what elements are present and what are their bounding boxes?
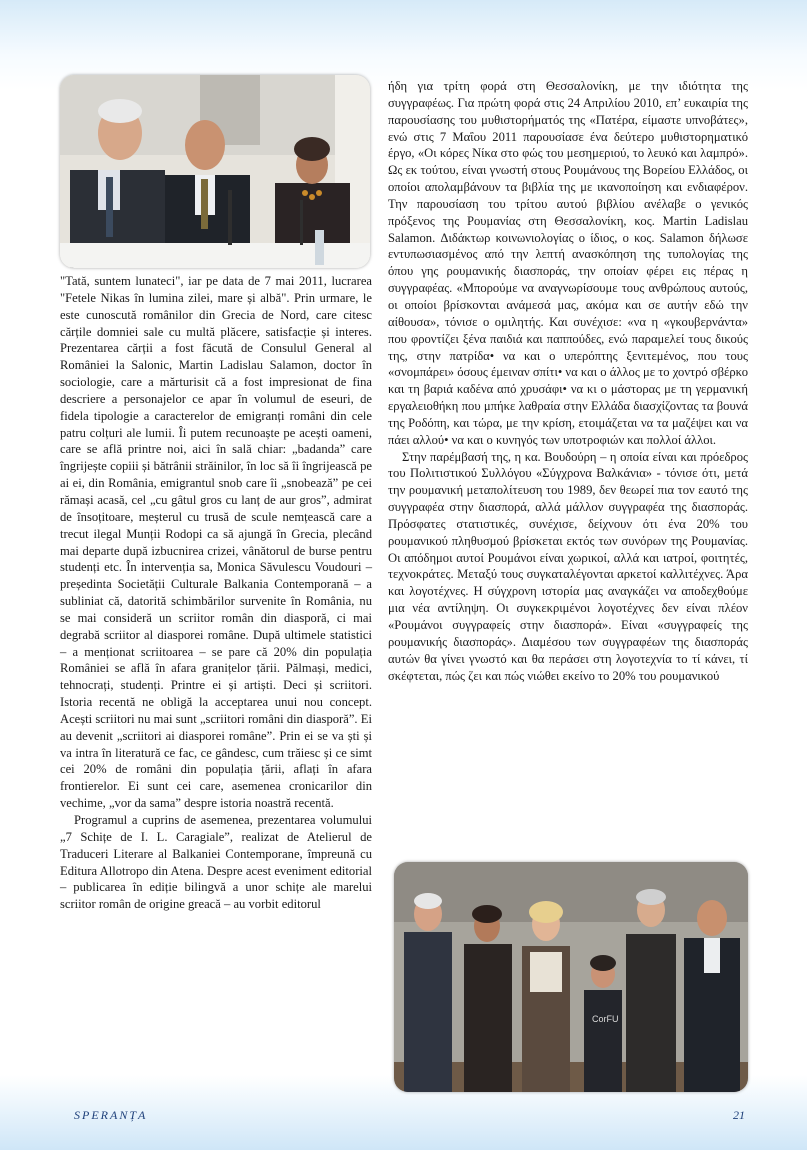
right-column-greek [388, 78, 748, 684]
right-paragraph-1: ήδη για τρίτη φορά στη Θεσσαλονίκη, με την ιδιότητα της συγγραφέως. Για πρώτη φορά στις 24 Απριλίου 2010, επ’ ευκαιρία της παρουσίασης του μυθιστορήματός της «Πατέρα, είμαστε υπνοβάτες», ενώ στις 7 Μαΐου 2011 παρουσίασε ένα δεύτερο μυθιστορηματικό έργο, «Οι κόρες Νίκα στο φώς του μεσημεριού, το λευκό και λαμπρό». Ως εκ τούτου, είναι γνωστή στους Ρουμάνους της Βορείου Ελλάδος, οι οποίοι απολαμβάνουν τα βιβλία της με ικανοποίηση και ενδιαφέρον. Την παρουσίαση του τρίτου αυτού βιβλίου ανέλαβε ο γενικός πρόξενος της Ρουμανίας στη Θεσσαλονίκη, κος. Martin Ladislau Salamon. Διδάκτωρ κοινωνιολογίας ο ίδιος, ο κος. Salamon δήλωσε εντυπωσιασμένος από την λεπτή ανασκόπηση της τυπολογίας της όπου γης ρουμανικής διασποράς, την οποίαν φέρει εις πέρας η συγγραφέας. «Μπορούμε να αναγνωρίσουμε τους ανθρώπους αυτούς, οι οποίοι βρίσκονται ανάμεσά μας, ακόμα και σε αυτήν εδώ την αίθουσα», τόνισε ο ομιλητής. Και συνέχισε: «να η «γκουβερνάντα» που φροντίζει ξένα παιδιά και παππούδες, ενώ παραμελεί τους δικούς της, στην πατρίδα• να και ο υπερόπτης ξενιτεμένος, που τους «σνομπάρει» όσους έμειναν σπίτι• να και ο άλλος με το χοντρό σβέρκο και τη βαριά καδένα από χρυσάφι• να κι ο μάστορας με τη γερμανική εργαλειοθήκη που μπήκε λαθραία στην Ελλάδα διασχίζοντας τα βουνά της Ροδόπη, και τώρα, με την κρίση, ετοιμάζεται να τα μαζέψει και να πάει αλλού• να και ο κυνηγός των υποτροφιών και πολλοί άλλοι. [388, 79, 748, 447]
photo-speakers-illustration [60, 75, 370, 268]
footer-page-number: 21 [733, 1108, 745, 1122]
left-paragraph-1: "Tată, suntem lunateci", iar pe data de 7 mai 2011, lucrarea "Fetele Nikas în lumina zilei, mare și albă". Prin urmare, le este cunoscută românilor din Grecia de Nord, care citesc cărțile domniei sale cu multă plăcere, satisfacție și interes. Prezentarea cărții a fost făcută de Consulul General al României la Salonic, Martin Ladislau Salamon, doctor în sociologie, care a mărturisit că a fost impresionat de fina descriere a personajelor ce apar în volumul de eseuri, de fidela tipologie a caracterelor de emigranți români din cele patru colțuri ale lumii. Îi putem recunoaște pe acești oameni, care se află printre noi, aici în sală chiar: „badanda” care îngrijește copiii și bătrânii străinilor, în loc să îi îngrijească pe ai ei, din România, emigrantul snob care îi „snobează” pe cei rămași acasă, cel „cu gâtul gros cu lanț de aur gros”, admirat de însoțitoare, meșterul cu trusă de scule nemțească care a trecut ilegal Munții Rodopi ca să ajungă în Grecia, plecând mai departe după izbucnirea crizei, vânătorul de burse pentru studenți etc. În intervenția sa, Monica Săvulescu Voudouri – președinta Societății Culturale Balkania Contemporană – a subliniat că, datorită schimbărilor survenite în România, nu se mai consideră un scriitor român din diasporă, ci mai degrabă scriitor al diasporei române. După ultimele statistici – a menționat scriitoarea – se pare că 20% din populația României se află în afara granițelor țării. Pălmași, medici, tehnocrați, studenți. Printre ei și artiști. Deci și scriitori. Istoria recentă ne obligă la acceptarea unui nou concept. Acești scriitori nu mai sunt „scriitori români din diasporă”. Ei au devenit „scriitori ai diasporei române”. Prin ei se va ști și va intra în literatură ce fac, ce gândesc, cum trăiesc și ce simt cei 20% de români din populația țării, aflați în afara frontierelor. Ei sunt cei care, asemenea cronicarilor din vechime, „vor da sama” despre istoria noastră recentă. [60, 274, 372, 811]
photo-group-illustration [394, 862, 748, 1092]
photo-panel-speakers [60, 75, 370, 268]
footer-magazine-title: SPERANȚA [74, 1108, 148, 1122]
right-paragraph-2: Στην παρέμβασή της, η κα. Βουδούρη – η οποία είναι και πρόεδρος του Πολιτιστικού Συλλόγου «Σύγχρονα Βαλκάνια» - τόνισε ότι, μετά την ρουμανική μεταπολίτευση του 1989, δεν θεωρεί πια τον εαυτό της συγγραφέα στην διασπορά, αλλά μάλλον συγγραφέα της διασποράς. Πρόσφατες στατιστικές, συνέχισε, δείχνουν ότι ένα 20% του ρουμανικού πληθυσμού βρίσκεται εκτός των συνόρων της Ρουμανίας. Οι απόδημοι αυτοί Ρουμάνοι είναι χωρικοί, αλλά και ιατροί, φοιτητές, τεχνοκράτες. Μεταξύ τους συγκαταλέγονται αρκετοί καλλιτέχνες. Άρα και λογοτέχνες. Η σύγχρονη ιστορία μας αναγκάζει να αποδεχθούμε μια νέα αντίληψη. Οι συγκεκριμένοι λογοτέχνες δεν είναι πλέον «Ρουμάνοι συγγραφείς στην διασπορά». Είναι «συγγραφείς της ρουμανικής διασποράς». Διαμέσου των συγγραφέων της διασποράς αυτών θα γίνει γνωστό και θα περάσει στη λογοτεχνία το τί κάνει, τί σκέφτεται, πώς ζει και πώς νιώθει εκείνο το 20% του ρουμανικού [388, 449, 748, 683]
left-column-romanian [60, 273, 372, 913]
photo-panel-group [394, 862, 748, 1092]
shirt-text: CorFU [592, 1014, 619, 1024]
left-paragraph-2: Programul a cuprins de asemenea, prezentarea volumului „7 Schițe de I. L. Caragiale”, realizat de Atelierul de Traduceri Literare al Balkaniei Contemporane, împreună cu Editura Allotropo din Atena. Despre acest eveniment editorial – publicarea în ediție bilingvă a unor schițe ale marelui scriitor român de origine greacă – au vorbit editorul [60, 813, 372, 912]
